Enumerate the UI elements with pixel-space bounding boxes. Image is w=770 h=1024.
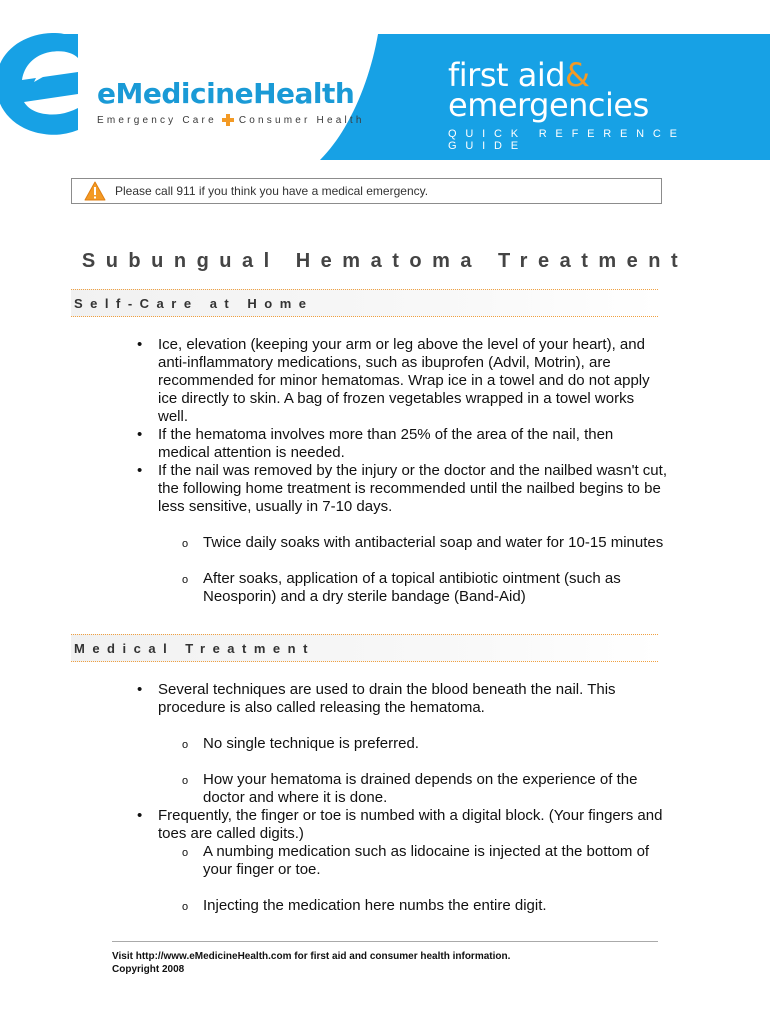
page-title: Subungual Hematoma Treatment bbox=[81, 250, 689, 272]
list-item: • If the hematoma involves more than 25% of the area of the nail, then medical attention is needed. bbox=[128, 426, 668, 462]
sub-list-item: o How your hematoma is drained depends on the experience of the doctor and where it is done. bbox=[128, 771, 668, 807]
brand-name: eMedicineHealth bbox=[97, 77, 355, 110]
banner-title-line2: emergencies bbox=[448, 86, 649, 124]
brand-tag-left: Emergency Care bbox=[97, 114, 217, 126]
emergency-warning bbox=[71, 178, 662, 204]
brand-tag-right: Consumer Health bbox=[238, 114, 365, 126]
banner-subtitle: QUICK REFERENCE GUIDE bbox=[448, 128, 686, 152]
page-footer bbox=[112, 941, 658, 976]
emedicinehealth-logo-icon bbox=[0, 0, 82, 140]
sub-list-item: o Injecting the medication here numbs the entire digit. bbox=[128, 897, 668, 915]
section-heading-self-care: Self-Care at Home bbox=[71, 289, 658, 317]
cross-icon bbox=[222, 114, 234, 126]
list-item: • Ice, elevation (keeping your arm or leg above the level of your heart), and anti-inflammatory medications, such as ibuprofen (Advil, Motrin), are recommended for minor hematomas. Wrap ice in a towel and do not apply ice directly to skin. A bag of frozen vegetables wrapped in a towel works well. bbox=[128, 336, 668, 426]
medical-treatment-list bbox=[128, 681, 668, 915]
banner-title-line1: first aid bbox=[448, 56, 566, 94]
section-heading-medical-treatment: Medical Treatment bbox=[71, 634, 658, 662]
sub-list-item: o No single technique is preferred. bbox=[128, 735, 668, 753]
brand-tagline bbox=[97, 114, 365, 126]
sub-list-item: o A numbing medication such as lidocaine is injected at the bottom of your finger or toe. bbox=[128, 843, 668, 879]
warning-icon bbox=[84, 181, 106, 201]
sub-list-item: o After soaks, application of a topical antibiotic ointment (such as Neosporin) and a dry sterile bandage (Band-Aid) bbox=[128, 570, 668, 606]
list-item: • If the nail was removed by the injury or the doctor and the nailbed wasn't cut, the following home treatment is recommended until the nailbed begins to be less sensitive, usually in 7-10 days. bbox=[128, 462, 668, 516]
sub-list-item: o Twice daily soaks with antibacterial soap and water for 10-15 minutes bbox=[128, 534, 668, 552]
banner-title bbox=[448, 56, 649, 124]
self-care-list bbox=[128, 336, 668, 606]
list-item: • Frequently, the finger or toe is numbed with a digital block. (Your fingers and toes are called digits.) bbox=[128, 807, 668, 843]
banner-ampersand: & bbox=[565, 56, 590, 94]
list-item: • Several techniques are used to drain the blood beneath the nail. This procedure is also called releasing the hematoma. bbox=[128, 681, 668, 717]
footer-copyright: Copyright 2008 bbox=[112, 964, 185, 975]
footer-visit-text: Visit http://www.eMedicineHealth.com for first aid and consumer health information. bbox=[112, 951, 511, 962]
brand-block bbox=[97, 77, 365, 126]
warning-text: Please call 911 if you think you have a medical emergency. bbox=[115, 184, 429, 198]
